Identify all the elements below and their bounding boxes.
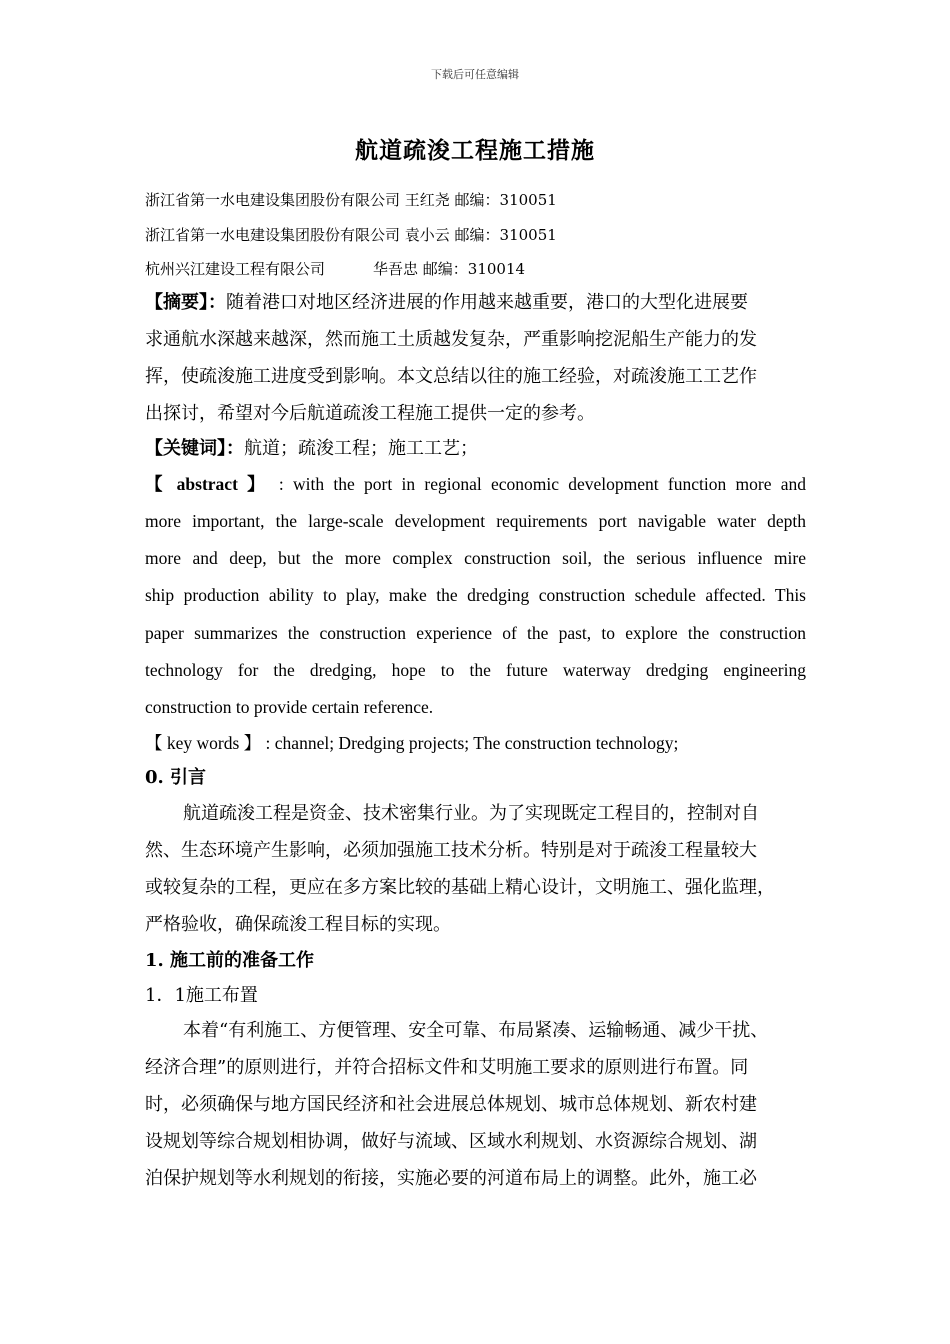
- keywords-en-line: [145, 730, 806, 756]
- affiliation-line: 浙江省第一水电建设集团股份有限公司 袁小云 邮编：310051: [145, 226, 557, 244]
- keywords-en-label: 【 key words 】: [145, 733, 262, 753]
- section-heading: [145, 765, 806, 791]
- abstract-cn-line: 出探讨，希望对今后航道疏浚工程施工提供一定的参考。: [145, 403, 595, 424]
- abstract-en-line: ship production ability to play, make the dredging construction schedule affected. This: [145, 585, 806, 605]
- affiliation-org: 杭州兴江建设工程有限公司: [145, 260, 326, 278]
- affiliation-person: 华吾忠 邮编：310014: [373, 260, 526, 278]
- keywords-en-text: : channel; Dredging projects; The construction technology;: [265, 733, 679, 753]
- abstract-en-line: more and deep, but the more complex construction soil, the serious influence mire: [145, 548, 806, 568]
- page-header-note: 下载后可任意编辑: [431, 68, 519, 81]
- abstract-cn-line: [145, 290, 806, 316]
- paragraph-line: 设规划等综合规划相协调，做好与流域、区域水利规划、水资源综合规划、湖: [145, 1131, 757, 1152]
- abstract-cn-line: 求通航水深越来越深，然而施工土质越发复杂，严重影响挖泥船生产能力的发: [145, 329, 757, 350]
- abstract-en-text: : with the port in regional economic development function more and: [278, 474, 807, 494]
- paragraph-line: 严格验收，确保疏浚工程目标的实现。: [145, 914, 451, 935]
- section-heading-text: 1. 施工前的准备工作: [145, 950, 315, 971]
- abstract-en-line: technology for the dredging, hope to the future waterway dredging engineering: [145, 660, 806, 680]
- abstract-en-line: [145, 471, 806, 497]
- keywords-cn-label: 【关键词】：: [145, 438, 244, 459]
- affiliation-line: 浙江省第一水电建设集团股份有限公司 王红尧 邮编：310051: [145, 191, 557, 209]
- abstract-en-line: more important, the large-scale development requirements port navigable water depth: [145, 511, 806, 531]
- section-heading-text: 0. 引言: [145, 767, 207, 788]
- paragraph-line: 然、生态环境产生影响，必须加强施工技术分析。特别是对于疏浚工程量较大: [145, 840, 757, 861]
- keywords-cn-text: 航道；疏浚工程；施工工艺；: [244, 438, 478, 459]
- abstract-en-label: 【 abstract 】: [145, 474, 270, 494]
- paragraph-line: 时，必须确保与地方国民经济和社会进展总体规划、城市总体规划、新农村建: [145, 1094, 757, 1115]
- abstract-en-line: construction to provide certain reference.: [145, 697, 434, 717]
- paragraph-line: 航道疏浚工程是资金、技术密集行业。为了实现既定工程目的，控制对自: [183, 803, 759, 824]
- paragraph-line: 本着“有利施工、方便管理、安全可靠、布局紧凑、运输畅通、减少干扰、: [183, 1020, 769, 1041]
- paragraph-line: 经济合理”的原则进行，并符合招标文件和艾明施工要求的原则进行布置。同: [145, 1057, 749, 1078]
- document-title: 航道疏浚工程施工措施: [355, 137, 595, 164]
- subsection-heading: 1．1施工布置: [145, 985, 258, 1006]
- abstract-cn-label: 【摘要】：: [145, 292, 226, 313]
- abstract-cn-text: 随着港口对地区经济进展的作用越来越重要，港口的大型化进展要: [226, 292, 748, 313]
- affiliation-line: [145, 259, 806, 279]
- section-heading: [145, 948, 806, 974]
- paragraph-line: 或较复杂的工程，更应在多方案比较的基础上精心设计，文明施工、强化监理，: [145, 877, 775, 898]
- paragraph-line: 泊保护规划等水利规划的衔接，实施必要的河道布局上的调整。此外，施工必: [145, 1168, 757, 1189]
- keywords-cn-line: [145, 436, 806, 462]
- abstract-cn-line: 挥，使疏浚施工进度受到影响。本文总结以往的施工经验，对疏浚施工工艺作: [145, 366, 757, 387]
- abstract-en-line: paper summarizes the construction experience of the past, to explore the construction: [145, 623, 806, 643]
